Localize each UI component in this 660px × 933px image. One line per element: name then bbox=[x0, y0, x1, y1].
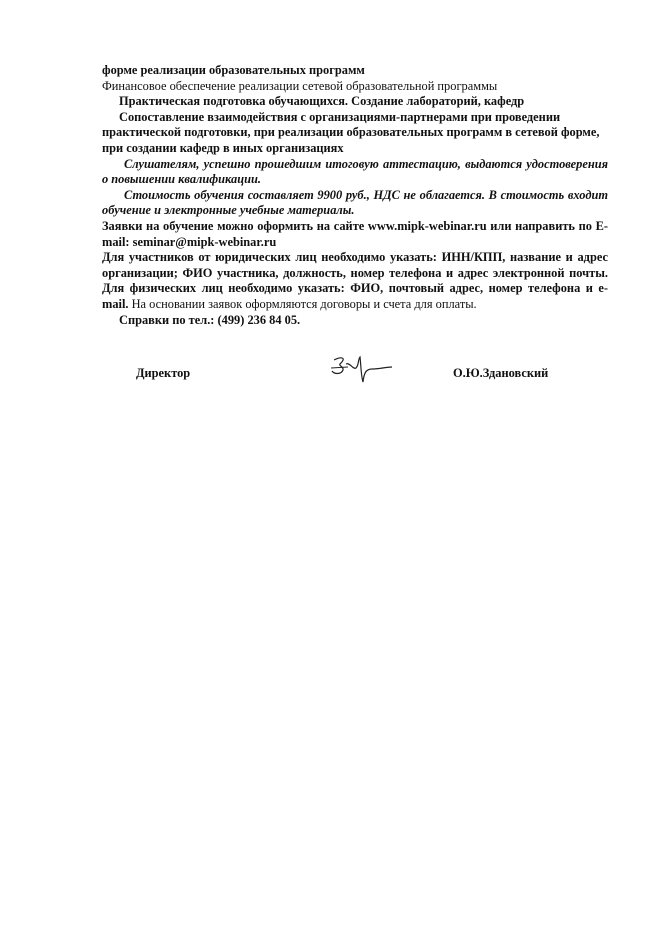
cost-paragraph: Стоимость обучения составляет 9900 руб., НДС не облагается. В стоимость входит обучение и электронные учебные материалы. bbox=[102, 187, 608, 218]
application-paragraph: Заявки на обучение можно оформить на сайте www.mipk-webinar.ru или направить по E-mail: seminar@mipk-webinar.ru bbox=[102, 218, 608, 249]
signature-row bbox=[102, 352, 608, 388]
handwritten-signature-icon bbox=[328, 352, 398, 386]
contracts-note: На основании заявок оформляются договоры и счета для оплаты. bbox=[128, 296, 477, 311]
practice-heading: Практическая подготовка обучающихся. Создание лабораторий, кафедр bbox=[119, 94, 525, 109]
document-body bbox=[102, 63, 608, 328]
partners-paragraph: Сопоставление взаимодействия с организациями-партнерами при проведении практической подготовки, при реализации образовательных программ в сетевой форме, при создании кафедр в иных организациях bbox=[102, 109, 600, 155]
director-title: Директор bbox=[136, 366, 191, 380]
certificate-paragraph: Слушателям, успешно прошедшим итоговую аттестацию, выдаются удостоверения о повышении квалификации. bbox=[102, 156, 608, 187]
director-name: О.Ю.Здановский bbox=[453, 366, 549, 380]
phone-line: Справки по тел.: (499) 236 84 05. bbox=[119, 312, 301, 327]
participants-requirements: Для участников от юридических лиц необходимо указать: ИНН/КПП, название и адрес организации; ФИО участника, должность, номер телефона и адрес электронной почты. Для физических лиц необходимо указать: ФИО, почтовый адрес, номер телефона и e-mail. bbox=[102, 250, 608, 311]
program-form-line: форме реализации образовательных программ bbox=[102, 63, 365, 77]
participants-paragraph bbox=[102, 250, 608, 312]
financing-line: Финансовое обеспечение реализации сетевой образовательной программы bbox=[102, 78, 498, 93]
